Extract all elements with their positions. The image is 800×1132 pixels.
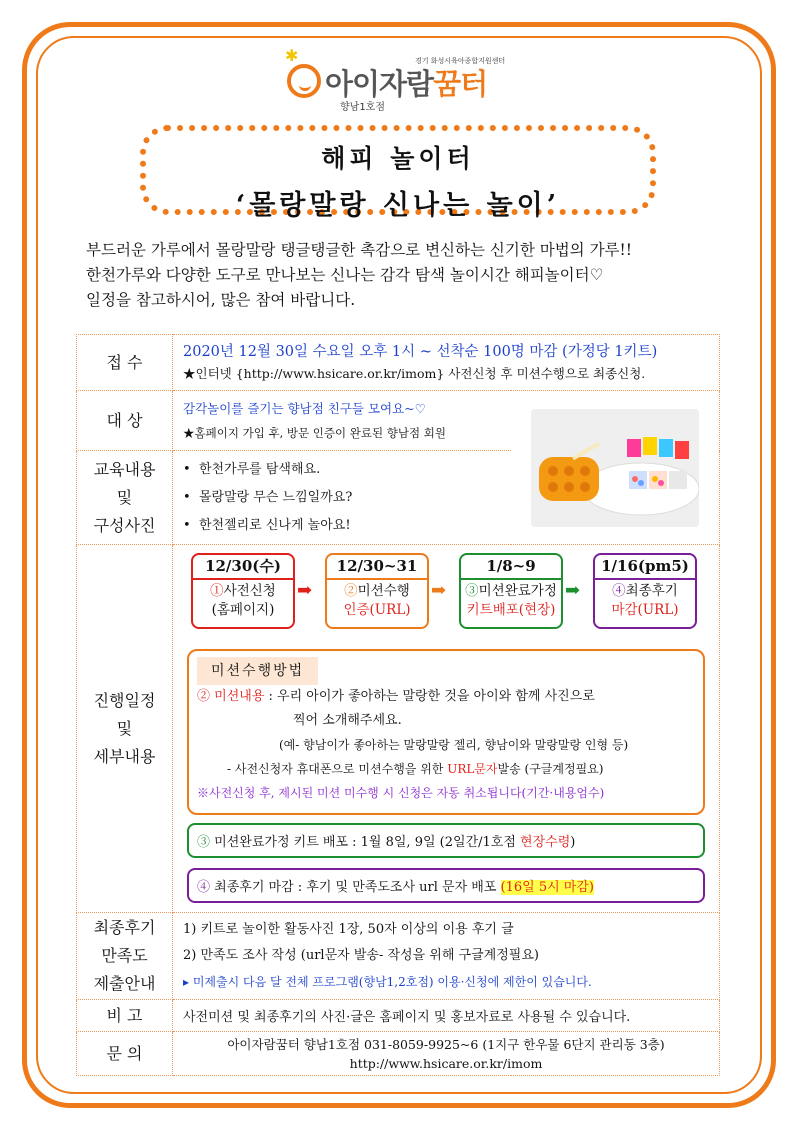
intro-text xyxy=(86,238,726,313)
activity-photo xyxy=(531,409,699,527)
sms-text: 발송 (구글계정필요) xyxy=(497,762,604,776)
step-text: 미션완료가정 xyxy=(478,583,557,599)
step-num: ② xyxy=(344,583,358,599)
mission-text: : 우리 아이가 좋아하는 말랑한 것을 아이와 함께 사진으로 xyxy=(268,689,595,704)
title-line1: 해피 놀이터 xyxy=(321,144,475,173)
mission-box xyxy=(187,649,705,815)
step-box-1 xyxy=(191,553,295,629)
step-text: 사전신청 xyxy=(223,583,276,599)
note-text: 사전미션 및 최종후기의 사진·글은 홈페이지 및 홍보자료로 사용될 수 있습니다. xyxy=(173,1000,720,1032)
step-line2: 키트배포(현장) xyxy=(466,602,556,618)
review-label-line: 제출안내 xyxy=(93,974,156,993)
step-line2: 인증(URL) xyxy=(343,602,411,618)
logo-name-part1: 아이자람 xyxy=(325,67,434,101)
inquiry-row xyxy=(77,1032,720,1076)
info-table xyxy=(76,334,720,1076)
arrow-right-icon: ➡ xyxy=(565,580,581,601)
sms-text: - 사전신청자 휴대폰으로 미션수행을 위한 xyxy=(227,762,448,776)
kit-text: 미션완료가정 키트 배포 : 1월 8일, 9일 (2일간/1호점 xyxy=(214,835,521,850)
reception-line1: 2020년 12월 30일 수요일 오후 1시 ~ 선착순 100명 마감 (가정당 1키트) xyxy=(183,343,658,360)
review-row xyxy=(77,913,720,1000)
activity-photo-illustration xyxy=(531,409,699,527)
target-line2: ★홈페이지 가입 후, 방문 인증이 완료된 향남점 회원 xyxy=(183,425,446,440)
star-icon: ✱ xyxy=(285,46,299,65)
logo-org: 경기 화성시육아종합지원센터 xyxy=(415,57,506,65)
content-label-line: 구성사진 xyxy=(93,515,156,535)
content-item-text: 몰랑말랑 무슨 느낌일까요? xyxy=(198,489,353,505)
target-line1: 감각놀이를 즐기는 향남점 친구들 모여요~♡ xyxy=(183,400,426,416)
mission-sms xyxy=(197,757,695,781)
intro-line: 부드러운 가루에서 몰랑말랑 탱글탱글한 촉감으로 변신하는 신기한 마법의 가루!! xyxy=(86,241,632,259)
step-text: 최종후기 xyxy=(625,583,678,599)
step-line1 xyxy=(327,582,427,601)
title-line2: ‘몰랑말랑 신나는 놀이’ xyxy=(235,190,561,221)
step-line1 xyxy=(595,582,695,601)
review-label-line: 최종후기 xyxy=(93,918,156,937)
schedule-label-line: 진행일정 xyxy=(93,690,156,710)
schedule-row xyxy=(77,545,720,913)
arrow-right-icon: ➡ xyxy=(297,580,313,601)
schedule-flow xyxy=(173,545,719,643)
arrow-right-icon: ➡ xyxy=(431,580,447,601)
reception-label: 접 수 xyxy=(77,335,173,391)
note-label: 비 고 xyxy=(77,1000,173,1032)
mission-text2: 찍어 소개해주세요. xyxy=(293,713,402,728)
final-num: ④ xyxy=(197,880,211,895)
content-label xyxy=(77,451,173,545)
mission-content xyxy=(197,685,695,709)
target-row xyxy=(77,391,720,451)
logo-branch: 향남1호점 xyxy=(340,102,386,113)
inquiry-line1: 아이자람꿈터 향남1호점 031-8059-9925~6 (1지구 한우물 6단지 관리동 3층) xyxy=(227,1036,665,1052)
logo-name-part2: 꿈터 xyxy=(433,67,488,101)
step-box-3 xyxy=(459,553,563,629)
schedule-label-line: 및 xyxy=(116,718,133,738)
step-num: ① xyxy=(210,583,224,599)
review-line2: 2) 만족도 조사 작성 (url문자 발송- 작성을 위해 구글계정필요) xyxy=(183,948,539,963)
review-label-line: 만족도 xyxy=(101,946,148,965)
content-item-text: 한천가루를 탐색해요. xyxy=(198,461,321,477)
step-num: ③ xyxy=(465,583,479,599)
content-label-line: 및 xyxy=(116,487,133,507)
intro-line: 한천가루와 다양한 도구로 만나보는 신나는 감각 탐색 놀이시간 해피놀이터♡ xyxy=(86,266,604,284)
review-label xyxy=(77,913,173,1000)
target-label: 대 상 xyxy=(77,391,173,451)
kit-end: ) xyxy=(570,835,576,850)
final-review-box xyxy=(187,868,705,903)
review-line1: 1) 키트로 놀이한 활동사진 1장, 50자 이상의 이용 후기 글 xyxy=(183,922,514,937)
reception-row xyxy=(77,335,720,391)
step-text: 미션수행 xyxy=(357,583,410,599)
step-date: 12/30~31 xyxy=(327,555,427,580)
title-box xyxy=(140,125,656,221)
content-item-text: 한천젤리로 신나게 놀아요! xyxy=(198,517,351,533)
mission-warning: ※사전신청 후, 제시된 미션 미수행 시 신청은 자동 취소됩니다(기간·내용엄수) xyxy=(197,786,605,800)
mission-num: ② xyxy=(197,689,211,704)
content-list xyxy=(173,451,512,545)
note-row xyxy=(77,1000,720,1032)
review-line3: ▸ 미제출시 다음 달 전체 프로그램(향남1,2호점) 이용·신청에 제한이 있습니다. xyxy=(183,975,592,989)
mission-example: (예- 향남이가 좋아하는 말랑말랑 젤리, 향남이와 말랑말랑 인형 등) xyxy=(279,738,629,752)
final-text: 최종후기 마감 : 후기 및 만족도조사 url 문자 배포 xyxy=(214,880,501,895)
mission-label: 미션내용 xyxy=(214,689,265,704)
step-line1 xyxy=(461,582,561,601)
content-item: • 한천젤리로 신나게 놀아요! xyxy=(183,517,351,533)
reception-line2: ★인터넷 {http://www.hsicare.or.kr/imom} 사전신청 후 미션수행으로 최종신청. xyxy=(183,365,646,381)
step-line2: 마감(URL) xyxy=(611,602,679,618)
kit-box xyxy=(187,823,705,858)
sms-highlight: URL문자 xyxy=(447,762,498,776)
content-label-line: 교육내용 xyxy=(93,459,156,479)
inquiry-label: 문 의 xyxy=(77,1032,173,1076)
mission-heading: 미션수행방법 xyxy=(197,657,318,685)
inquiry-url[interactable]: http://www.hsicare.or.kr/imom xyxy=(349,1055,543,1071)
step-date: 12/30(수) xyxy=(193,555,293,580)
intro-line: 일정을 참고하시어, 많은 참여 바랍니다. xyxy=(86,291,356,309)
step-num: ④ xyxy=(612,583,626,599)
step-box-2 xyxy=(325,553,429,629)
kit-highlight: 현장수령 xyxy=(520,835,571,850)
logo xyxy=(285,48,565,112)
kit-num: ③ xyxy=(197,835,211,850)
step-date: 1/8~9 xyxy=(461,555,561,580)
content-item: • 한천가루를 탐색해요. xyxy=(183,461,321,477)
final-highlight: (16일 5시 마감) xyxy=(500,880,594,895)
smile-face-icon xyxy=(287,64,321,98)
content-item: • 몰랑말랑 무슨 느낌일까요? xyxy=(183,489,353,505)
step-box-4 xyxy=(593,553,697,629)
step-date: 1/16(pm5) xyxy=(595,555,695,580)
step-line1 xyxy=(193,582,293,601)
schedule-label-line: 세부내용 xyxy=(93,746,156,766)
schedule-label xyxy=(77,545,173,913)
step-line2: (홈페이지) xyxy=(211,602,275,618)
logo-name xyxy=(325,62,487,103)
